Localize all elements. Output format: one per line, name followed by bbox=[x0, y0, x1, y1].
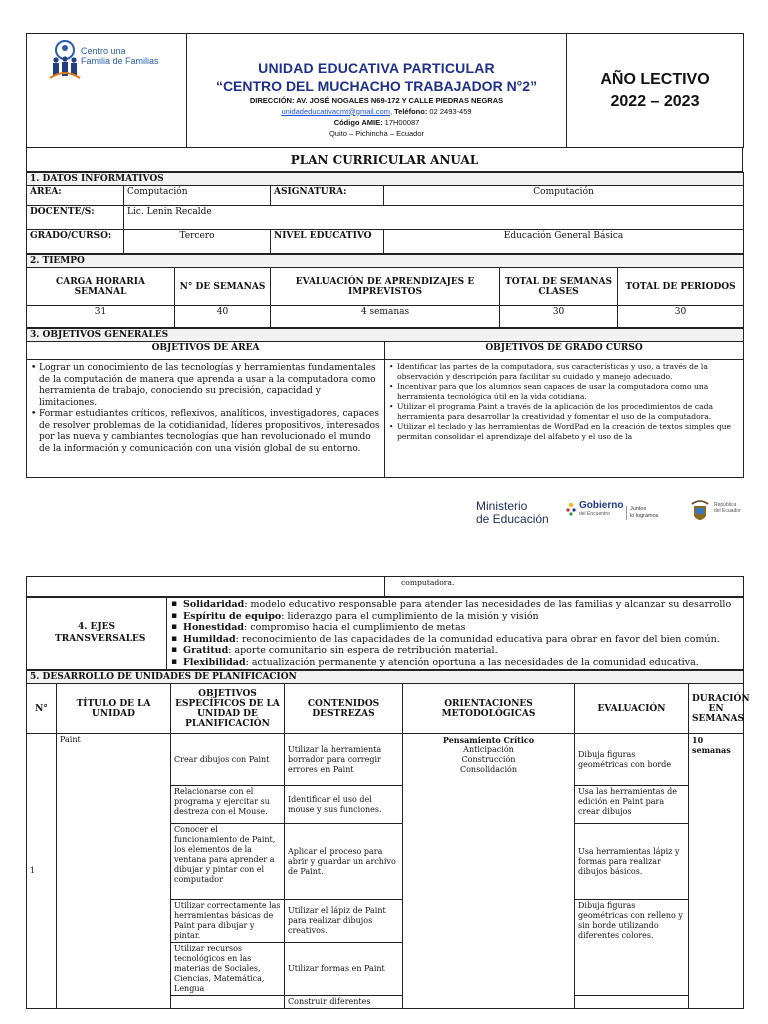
unit-title: Paint bbox=[57, 734, 171, 1009]
docente-label: DOCENTE/S: bbox=[27, 206, 124, 230]
nivel-label: NIVEL EDUCATIVO bbox=[271, 230, 384, 254]
address: DIRECCIÓN: AV. JOSÉ NOGALES N69-172 Y CALLE PIEDRAS NEGRAS bbox=[249, 95, 504, 105]
objetivos-table bbox=[26, 328, 744, 478]
page-two bbox=[26, 576, 750, 1009]
juntos-line1: Juntos bbox=[630, 506, 647, 512]
email-link[interactable]: unidadeducativacmt@gmail.com bbox=[281, 106, 390, 116]
gobierno-subtext: del Encuentro bbox=[579, 511, 610, 517]
evaluacion-item: Usa las herramientas de edición en Paint para crear dibujos bbox=[575, 786, 689, 824]
desarrollo-table bbox=[26, 670, 750, 1009]
header-orientaciones: ORIENTACIONES METODOLÓGICAS bbox=[403, 684, 575, 734]
city: Quito – Pichincha – Ecuador bbox=[328, 128, 425, 138]
gobierno-logo bbox=[566, 500, 623, 517]
grado-value: Tercero bbox=[124, 230, 271, 254]
list-item: • Utilizar el programa Paint a través de la aplicación de los procedimientos de cada herramienta para desarrollar la creatividad y fomentar el uso de la computadora. bbox=[389, 402, 739, 422]
ejes-list bbox=[167, 599, 741, 668]
plan-title-table bbox=[26, 148, 743, 172]
objetivos-area-continuation bbox=[27, 577, 385, 597]
objetivo-item-empty bbox=[171, 996, 285, 1009]
header-titulo: TÍTULO DE LA UNIDAD bbox=[57, 684, 171, 734]
contenido-item: Utilizar el lápiz de Paint para realizar dibujos creativos. bbox=[285, 900, 403, 943]
gobierno-star-icon bbox=[566, 502, 576, 516]
area-label: ÁREA: bbox=[27, 186, 124, 206]
logo-text-line1: Centro una bbox=[81, 46, 126, 56]
year-label: AÑO LECTIVO bbox=[600, 70, 710, 88]
asignatura-value: Computación bbox=[384, 186, 744, 206]
total-periodos-value: 30 bbox=[618, 306, 744, 328]
list-item: • Formar estudiantes críticos, reflexivos, analíticos, investigadores, capaces de resolver problemas de la cotidianidad, líderes propositivos, interesados por las nueva y cambiantes tecnologías que han revolucionado el mundo de la información y comunicación con una visión global de su entorno. bbox=[31, 409, 380, 455]
duracion-value: 10 semanas bbox=[689, 734, 744, 1009]
eje-text: : modelo educativo responsable para atender las necesidades de las familias y alcanzar su desarrollo bbox=[244, 599, 732, 610]
contenido-item: Construir diferentes bbox=[285, 996, 403, 1009]
institution-name: “CENTRO DEL MUCHACHO TRABAJADOR N°2” bbox=[215, 77, 538, 94]
list-item bbox=[167, 657, 741, 669]
orientaciones-cell bbox=[403, 734, 575, 1009]
carga-header: CARGA HORARIA SEMANAL bbox=[27, 268, 175, 306]
eje-text: : liderazgo para el cumplimiento de la misión y visión bbox=[281, 610, 539, 622]
list-item: • Utilizar el teclado y las herramientas de WordPad en la creación de textos simples que permitan consolidar el aprendizaje del alfabeto y el uso de la bbox=[389, 422, 739, 442]
evaluacion-item: Dibuja figuras geométricas con relleno y sin borde utilizando diferentes colores. bbox=[575, 900, 689, 996]
desarrollo-section-title: 5. DESARROLLO DE UNIDADES DE PLANIFICACIÓN bbox=[27, 671, 744, 684]
objetivo-item: Utilizar correctamente las herramientas básicas de Paint para dibujar y pintar. bbox=[171, 900, 285, 943]
total-periodos-header: TOTAL DE PERIODOS bbox=[618, 268, 744, 306]
list-item bbox=[167, 634, 741, 646]
ejes-table bbox=[26, 597, 744, 670]
contenido-item: Aplicar el proceso para abrir y guardar un archivo de Paint. bbox=[285, 824, 403, 900]
amie-code: 17H00087 bbox=[384, 117, 420, 127]
header-evaluacion: EVALUACIÓN bbox=[575, 684, 689, 734]
school-year: 2022 – 2023 bbox=[610, 92, 700, 110]
list-item bbox=[167, 645, 741, 657]
ministerio-line2: de Educación bbox=[476, 512, 549, 526]
list-item: • Identificar las partes de la computadora, sus características y uso, a través de la observación y descripción para facilitar su cuidado y manejo adecuado. bbox=[389, 362, 739, 382]
nivel-value: Educación General Básica bbox=[384, 230, 744, 254]
list-item bbox=[167, 622, 741, 634]
tiempo-table bbox=[26, 254, 744, 328]
header-table bbox=[26, 33, 744, 148]
list-item: • Lograr un conocimiento de las tecnologías y herramientas fundamentales de la computación de manera que aprenda a usar a la computadora como herramienta de trabajo, conociendo su precisión, capacidad y limitaciones. bbox=[31, 363, 380, 409]
objetivo-item: Utilizar recursos tecnológicos en las materias de Sociales, Ciencias, Matemática, Lengua bbox=[171, 943, 285, 996]
eje-name: Gratitud bbox=[183, 645, 229, 656]
semanas-header: N° DE SEMANAS bbox=[175, 268, 271, 306]
area-value: Computación bbox=[124, 186, 271, 206]
footer-logos bbox=[26, 496, 743, 536]
objetivo-item: Relacionarse con el programa y ejercitar su destreza con el Mouse. bbox=[171, 786, 285, 824]
objetivos-continuation-table bbox=[26, 576, 744, 597]
objetivos-grado-header: OBJETIVOS DE GRADO CURSO bbox=[385, 342, 744, 360]
total-semanas-header: TOTAL DE SEMANAS CLASES bbox=[500, 268, 618, 306]
logo-text-line2: Familia de Familias bbox=[81, 56, 159, 66]
list-item: • Incentivar para que los alumnos sean capaces de usar la computadora como una herramienta tecnológica útil en la vida cotidiana. bbox=[389, 382, 739, 402]
pensamiento-critico: Pensamiento Crítico bbox=[442, 735, 535, 745]
objetivos-area-header: OBJETIVOS DE ÁREA bbox=[27, 342, 385, 360]
header-objetivos: OBJETIVOS ESPECÍFICOS DE LA UNIDAD DE PLANIFICACIÓN bbox=[171, 684, 285, 734]
list-item bbox=[167, 611, 741, 623]
ministerio-logo bbox=[476, 500, 549, 526]
republica-line1: República bbox=[714, 502, 737, 508]
evaluacion-item-empty bbox=[575, 996, 689, 1009]
orientacion-item: Construcción bbox=[461, 755, 516, 764]
contenido-item: Utilizar la herramienta borrador para corregir errores en Paint bbox=[285, 734, 403, 786]
tiempo-section-title: 2. TIEMPO bbox=[27, 255, 744, 268]
eje-name: Humildad bbox=[183, 633, 236, 645]
institution-cell bbox=[187, 34, 567, 148]
list-item bbox=[167, 599, 741, 611]
eje-name: Flexibilidad bbox=[183, 656, 246, 668]
amie-line bbox=[190, 118, 563, 127]
objetivo-item: Crear dibujos con Paint bbox=[171, 734, 285, 786]
header-duracion: DURACIÓN EN SEMANAS bbox=[689, 684, 744, 734]
objetivo-item: Conocer el funcionamiento de Paint, los elementos de la ventana para aprender a dibujar y pintar con el computador bbox=[171, 824, 285, 900]
eje-text: : aporte comunitario sin espera de retribución material. bbox=[228, 645, 498, 656]
unit-number: 1 bbox=[27, 734, 57, 1009]
contenido-item: Identificar el uso del mouse y sus funciones. bbox=[285, 786, 403, 824]
evaluacion-header: EVALUACIÓN DE APRENDIZAJES E IMPREVISTOS bbox=[271, 268, 500, 306]
evaluacion-item: Dibuja figuras geométricas con borde bbox=[575, 734, 689, 786]
gobierno-text: Gobierno bbox=[579, 500, 624, 511]
amie-label: Código AMIE: bbox=[333, 117, 383, 127]
ecuador-coat-of-arms-icon bbox=[690, 500, 710, 526]
asignatura-label: ASIGNATURA: bbox=[271, 186, 384, 206]
page-one bbox=[26, 33, 743, 478]
objetivos-area-cell bbox=[27, 360, 385, 478]
phone: 02 2493-459 bbox=[429, 106, 472, 116]
evaluacion-value: 4 semanas bbox=[271, 306, 500, 328]
total-semanas-value: 30 bbox=[500, 306, 618, 328]
eje-name: Honestidad bbox=[183, 622, 245, 633]
evaluacion-item: Usa herramientas lápiz y formas para realizar dibujos básicos. bbox=[575, 824, 689, 900]
header-n: N° bbox=[27, 684, 57, 734]
logo-cell bbox=[27, 34, 187, 148]
ministerio-line1: Ministerio bbox=[476, 499, 528, 513]
objetivos-area-list bbox=[31, 363, 380, 455]
republica-line2: del Ecuador bbox=[714, 508, 741, 514]
datos-table bbox=[26, 172, 744, 254]
eje-text: : actualización permanente y atención oportuna a las necesidades de la comunidad educativa. bbox=[245, 656, 699, 668]
family-logo-icon bbox=[45, 38, 85, 84]
objetivos-grado-cell bbox=[385, 360, 744, 478]
contenido-item: Utilizar formas en Paint bbox=[285, 943, 403, 996]
contact-line: unidadeducativacmt@gmail.com, Teléfono: 02 2493-459 bbox=[281, 106, 472, 116]
institution-type: UNIDAD EDUCATIVA PARTICULAR bbox=[258, 59, 495, 76]
eje-name: Solidaridad bbox=[183, 599, 245, 610]
carga-value: 31 bbox=[27, 306, 175, 328]
objetivos-section-title: 3. OBJETIVOS GENERALES bbox=[27, 329, 744, 342]
objetivos-grado-continuation: computadora. bbox=[385, 577, 744, 597]
juntos-logo bbox=[626, 506, 658, 520]
header-contenidos: CONTENIDOS DESTREZAS bbox=[285, 684, 403, 734]
orientacion-item: Consolidación bbox=[459, 765, 518, 774]
phone-label: Teléfono: bbox=[394, 106, 428, 116]
ejes-label: 4. EJES TRANSVERSALES bbox=[27, 598, 167, 670]
ejes-cell bbox=[167, 598, 744, 670]
year-cell bbox=[567, 34, 744, 148]
eje-text: : reconocimiento de las capacidades de la comunidad educativa para obrar en favor del bien común. bbox=[235, 633, 720, 645]
plan-title: PLAN CURRICULAR ANUAL bbox=[27, 148, 743, 172]
objetivos-grado-list bbox=[389, 362, 739, 442]
datos-section-title: 1. DATOS INFORMATIVOS bbox=[27, 173, 744, 186]
orientacion-item: Anticipación bbox=[463, 745, 514, 754]
grado-label: GRADO/CURSO: bbox=[27, 230, 124, 254]
juntos-line2: lo logramos bbox=[630, 513, 659, 519]
republica-text bbox=[714, 502, 741, 514]
eje-text: : compromiso hacia el cumplimiento de metas bbox=[244, 622, 466, 633]
semanas-value: 40 bbox=[175, 306, 271, 328]
docente-value: Lic. Lenin Recalde bbox=[124, 206, 744, 230]
eje-name: Espíritu de equipo bbox=[183, 610, 282, 622]
